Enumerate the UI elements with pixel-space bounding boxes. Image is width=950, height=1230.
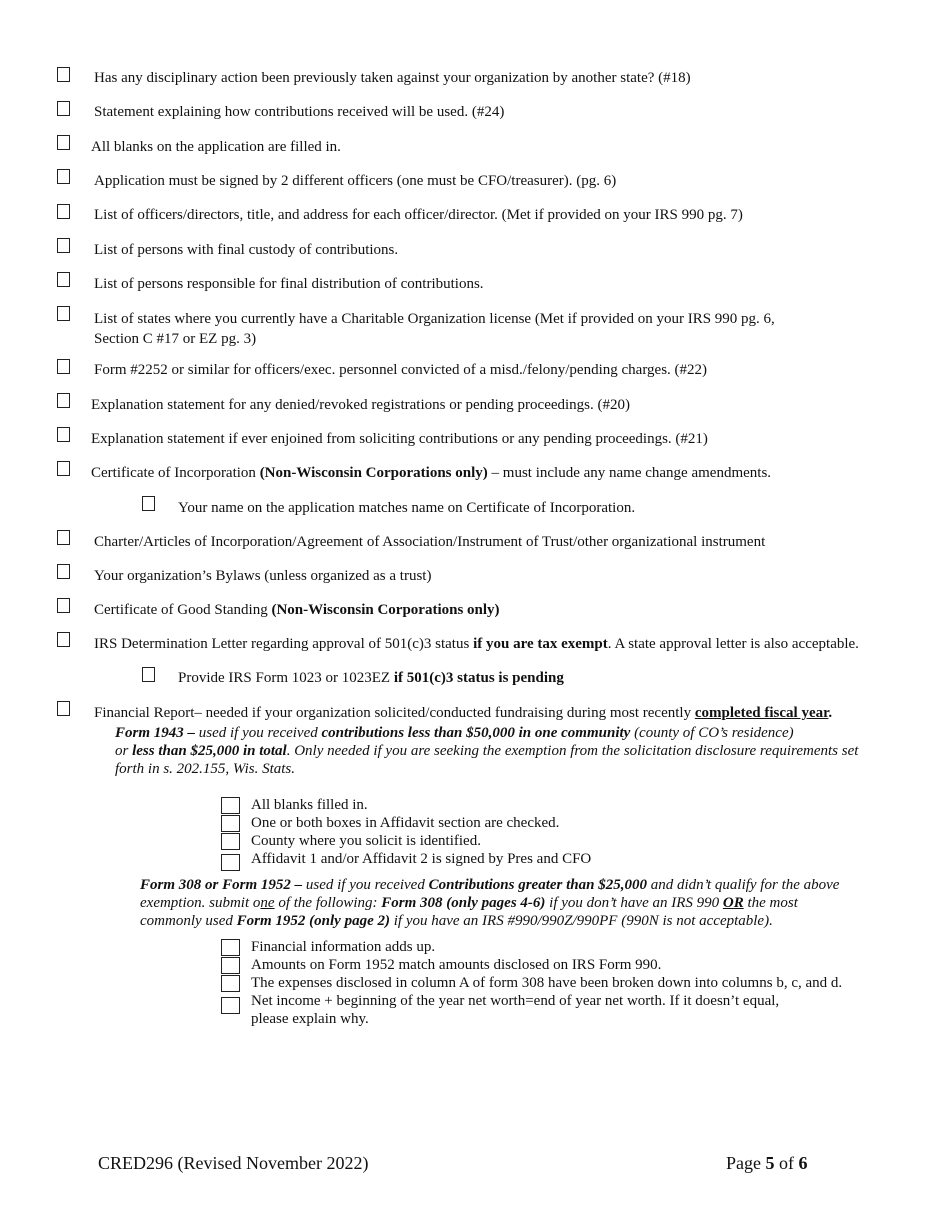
checklist-text: IRS Determination Letter regarding approval of 501(c)3 status if you are tax exempt. A state approval letter is also acceptable.	[94, 636, 859, 652]
checkbox[interactable]	[57, 272, 70, 287]
checklist-text: Financial Report– needed if your organization solicited/conducted fundraising during most recently completed fiscal year.	[94, 705, 833, 721]
checkbox[interactable]	[221, 797, 240, 814]
checkbox[interactable]	[221, 939, 240, 956]
checkbox[interactable]	[57, 393, 70, 408]
form-308-line2: exemption. submit one of the following: Form 308 (only pages 4-6) if you don’t have an IRS 990 OR the most	[140, 895, 798, 911]
checklist-text-cont: Section C #17 or EZ pg. 3)	[94, 331, 257, 347]
checklist-text: All blanks on the application are filled in.	[91, 139, 341, 155]
checkbox[interactable]	[57, 530, 70, 545]
checkbox[interactable]	[221, 975, 240, 992]
form-1943-check-item: One or both boxes in Affidavit section are checked.	[251, 815, 560, 831]
checklist-text: Explanation statement for any denied/revoked registrations or pending proceedings. (#20)	[91, 397, 631, 413]
form-308-line3: commonly used Form 1952 (only page 2) if you have an IRS #990/990Z/990PF (990N is not acceptable).	[140, 913, 773, 929]
form-308-check-item-cont: please explain why.	[251, 1011, 369, 1027]
form-308-check-item: Net income + beginning of the year net worth=end of year net worth. If it doesn’t equal,	[251, 993, 780, 1009]
checkbox[interactable]	[142, 496, 155, 511]
checkbox[interactable]	[57, 427, 70, 442]
checkbox[interactable]	[221, 854, 240, 871]
checkbox[interactable]	[57, 306, 70, 321]
checklist-text: Certificate of Incorporation (Non-Wisconsin Corporations only) – must include any name change amendments.	[91, 465, 772, 481]
checkbox[interactable]	[221, 957, 240, 974]
page-number: Page 5 of 6	[726, 1153, 808, 1173]
checklist-text: List of states where you currently have a Charitable Organization license (Met if provided on your IRS 990 pg. 6,	[94, 311, 775, 327]
form-308-check-item: The expenses disclosed in column A of form 308 have been broken down into columns b, c, and d.	[251, 975, 843, 991]
checklist-text: Charter/Articles of Incorporation/Agreement of Association/Instrument of Trust/other organizational instrument	[94, 534, 766, 550]
form-1943-check-item: County where you solicit is identified.	[251, 833, 481, 849]
checkbox[interactable]	[57, 169, 70, 184]
checkbox[interactable]	[57, 632, 70, 647]
form-id: CRED296 (Revised November 2022)	[98, 1153, 369, 1173]
checkbox[interactable]	[57, 359, 70, 374]
form-1943-line1: Form 1943 – used if you received contributions less than $50,000 in one community (county of CO’s residence)	[115, 725, 794, 741]
checklist-text: Provide IRS Form 1023 or 1023EZ if 501(c)3 status is pending	[178, 670, 564, 686]
checkbox[interactable]	[221, 997, 240, 1014]
checklist-text: Statement explaining how contributions received will be used. (#24)	[94, 104, 505, 120]
checkbox[interactable]	[57, 204, 70, 219]
form-308-line1: Form 308 or Form 1952 – used if you received Contributions greater than $25,000 and didn’t qualify for the above	[140, 877, 840, 893]
checklist-text: Form #2252 or similar for officers/exec. personnel convicted of a misd./felony/pending charges. (#22)	[94, 362, 708, 378]
form-308-check-item: Financial information adds up.	[251, 939, 436, 955]
checkbox[interactable]	[57, 461, 70, 476]
checkbox[interactable]	[57, 701, 70, 716]
checkbox[interactable]	[57, 564, 70, 579]
checkbox[interactable]	[57, 238, 70, 253]
form-1943-check-item: Affidavit 1 and/or Affidavit 2 is signed by Pres and CFO	[251, 851, 592, 867]
checklist-text: Your name on the application matches name on Certificate of Incorporation.	[178, 500, 636, 516]
form-1943-line3: forth in s. 202.155, Wis. Stats.	[115, 761, 296, 777]
checklist-text: Has any disciplinary action been previously taken against your organization by another state? (#18)	[94, 70, 691, 86]
checklist-text: Certificate of Good Standing (Non-Wisconsin Corporations only)	[94, 602, 500, 618]
checkbox[interactable]	[221, 833, 240, 850]
checkbox[interactable]	[142, 667, 155, 682]
checkbox[interactable]	[57, 101, 70, 116]
checklist-text: Your organization’s Bylaws (unless organized as a trust)	[94, 568, 432, 584]
checklist-text: Application must be signed by 2 different officers (one must be CFO/treasurer). (pg. 6)	[94, 173, 617, 189]
checklist-text: List of officers/directors, title, and address for each officer/director. (Met if provided on your IRS 990 pg. 7)	[94, 207, 743, 223]
checkbox[interactable]	[57, 67, 70, 82]
form-1943-check-item: All blanks filled in.	[251, 797, 368, 813]
checklist-text: Explanation statement if ever enjoined from soliciting contributions or any pending proceedings. (#21)	[91, 431, 708, 447]
checkbox[interactable]	[221, 815, 240, 832]
checkbox[interactable]	[57, 598, 70, 613]
checklist-text: List of persons with final custody of contributions.	[94, 242, 399, 258]
checklist-text: List of persons responsible for final distribution of contributions.	[94, 276, 484, 292]
form-308-check-item: Amounts on Form 1952 match amounts disclosed on IRS Form 990.	[251, 957, 662, 973]
checkbox[interactable]	[57, 135, 70, 150]
form-1943-line2: or less than $25,000 in total. Only needed if you are seeking the exemption from the solicitation disclosure requirements set	[115, 743, 859, 759]
